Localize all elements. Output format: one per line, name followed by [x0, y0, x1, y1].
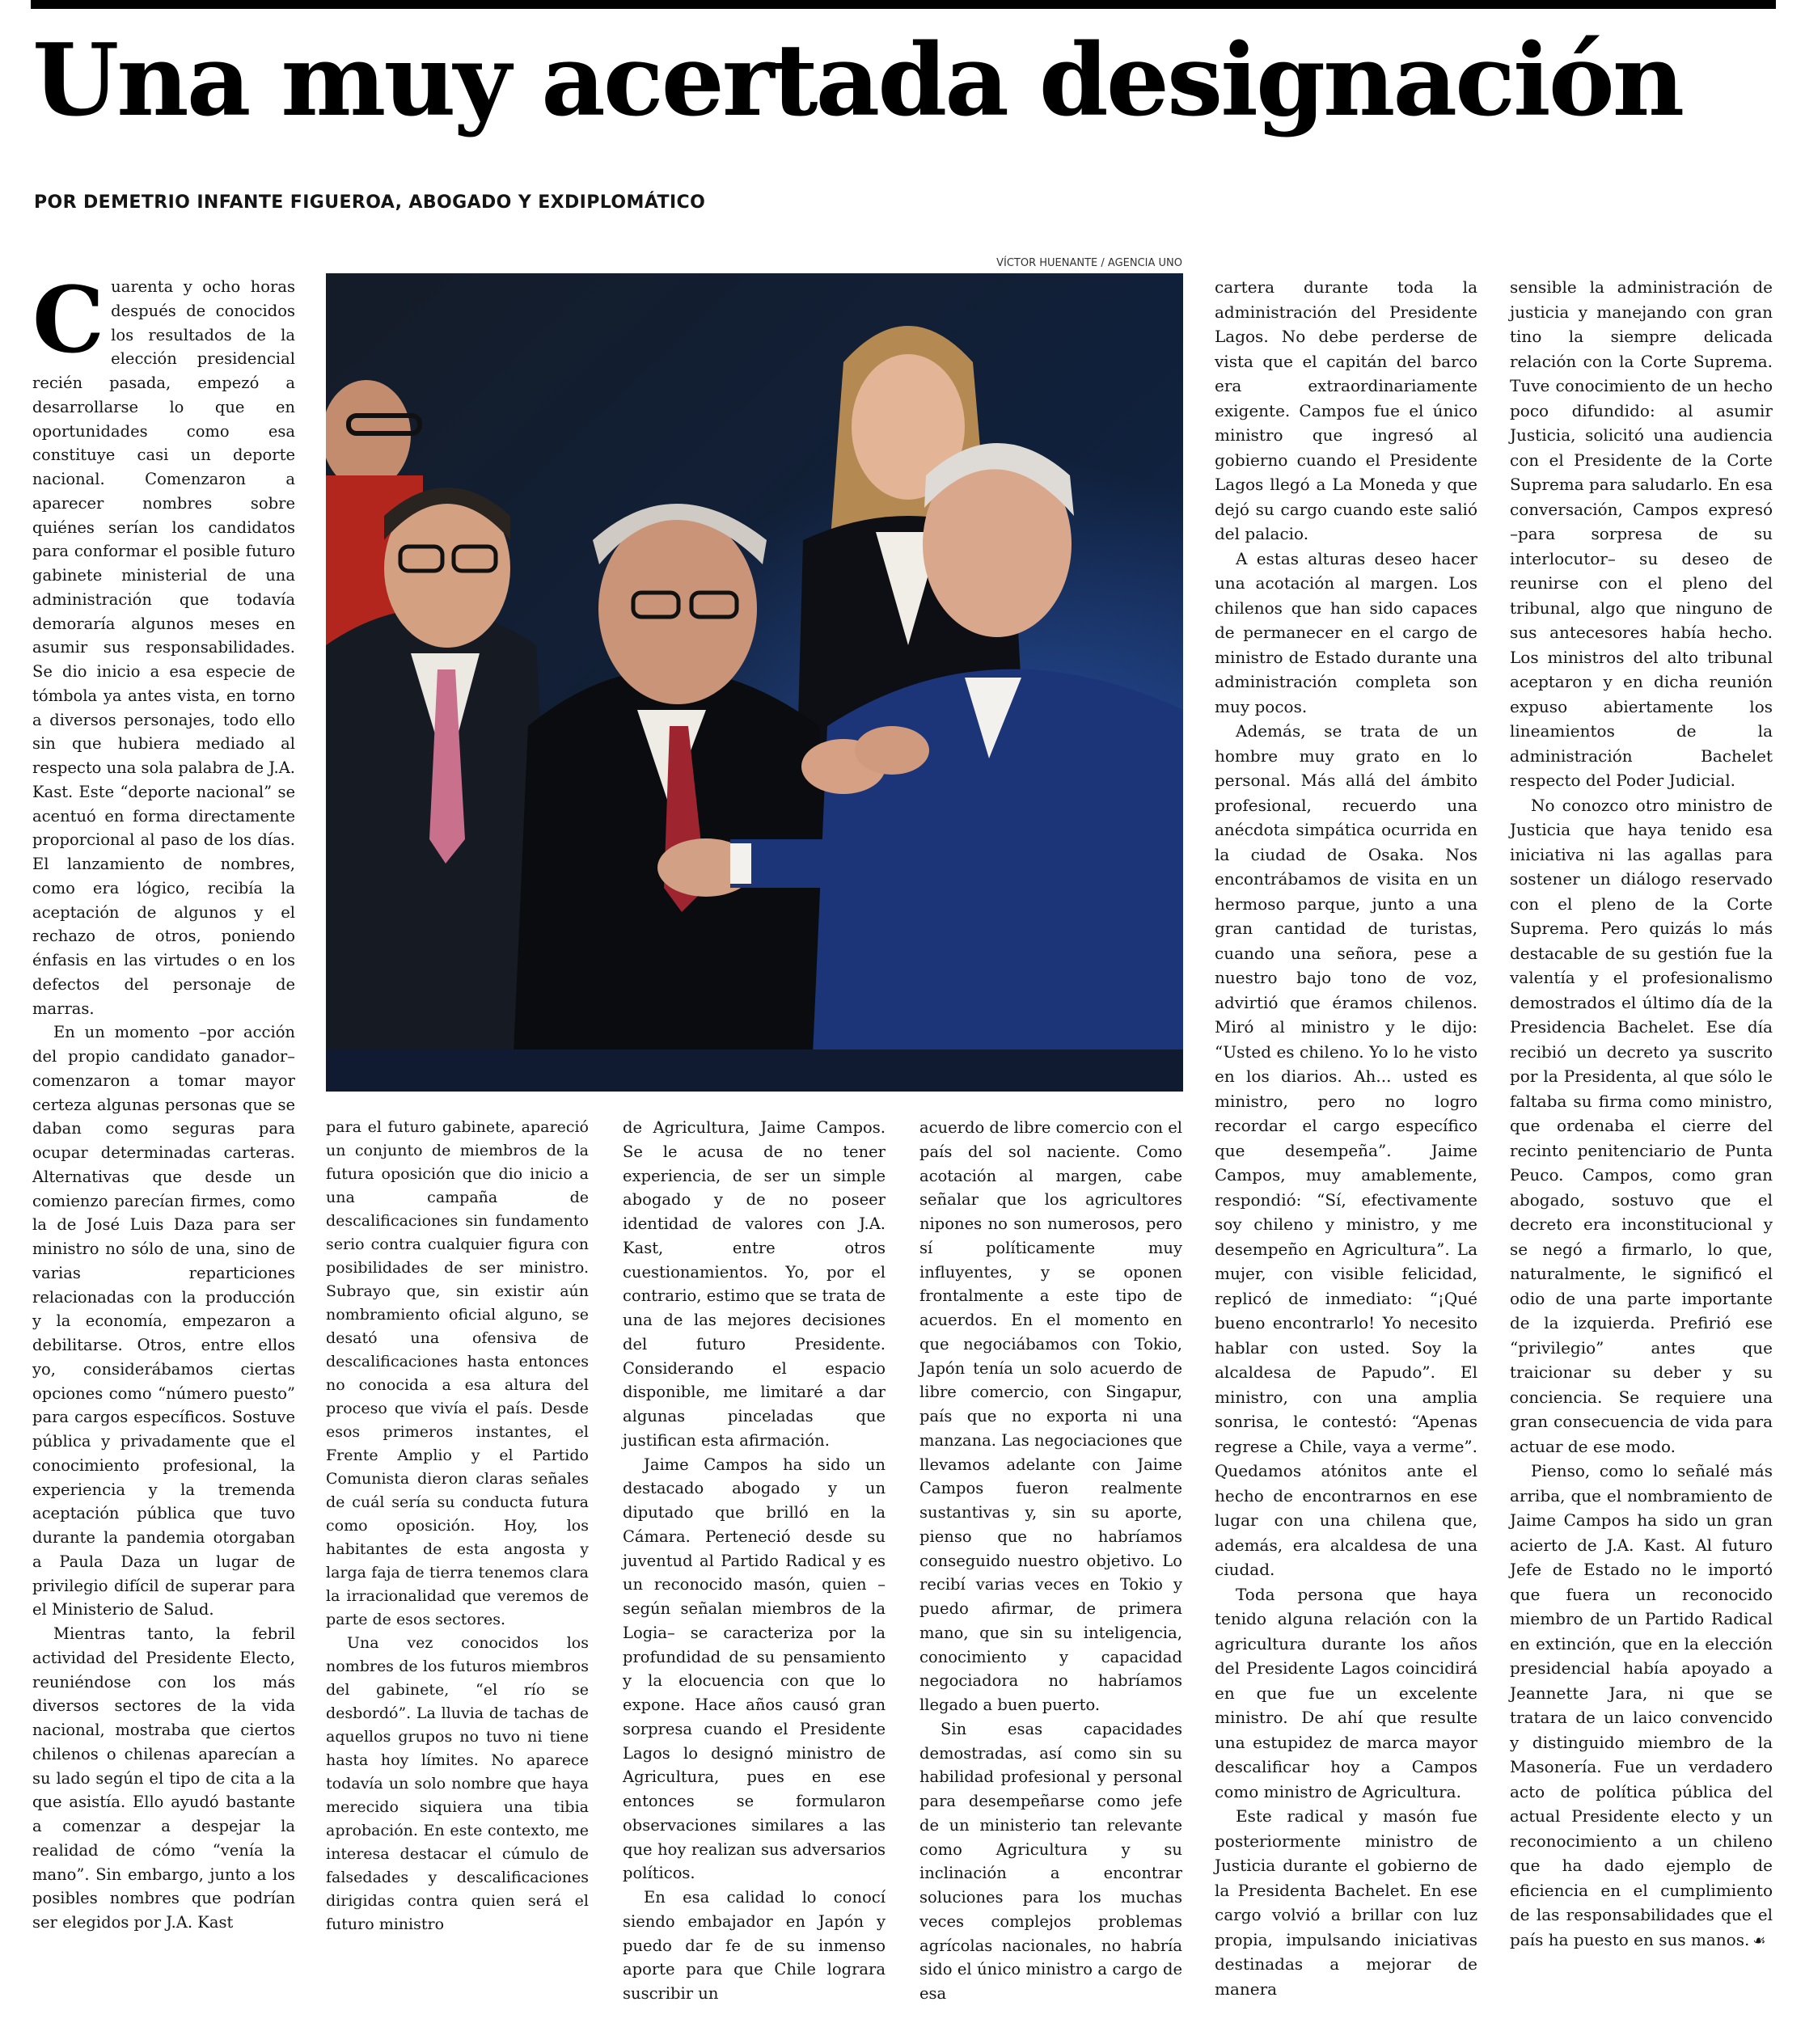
paragraph — [1510, 1459, 1773, 1953]
paragraph — [32, 268, 295, 1020]
article-photo — [326, 273, 1183, 1092]
top-rule — [31, 0, 1776, 9]
paragraph: acuerdo de libre comercio con el país del sol naciente. Como acotación al margen, cabe señalar que los agricultores nipones no son numerosos, pero sí políticamente muy influyentes, y se oponen frontalmente a este tipo de acuerdos. En el momento en que negociábamos con Tokio, Japón tenía un solo acuerdo de libre comercio, con Singapur, país que no exporta ni una manzana. Las negociaciones que llevamos adelante con Jaime Campos fueron realmente sustantivas y, sin su aporte, pienso que no habríamos conseguido nuestro objetivo. Lo recibí varias veces en Tokio y puedo afirmar, de primera mano, que sin su inteligencia, conocimiento y capacidad negociadora no habríamos llegado a buen puerto. — [919, 1118, 1182, 1714]
article-column-5 — [1215, 275, 1477, 2013]
paragraph: para el futuro gabinete, apareció un conjunto de miembros de la futura oposición que dio inicio a una campaña de descalificaciones sin fundamento serio contra cualquier figura con posibilidades de ser ministro. Subrayo que, sin existir aún nombramiento oficial alguno, se desató una ofensiva de descalificaciones hasta entonces no conocida a esa altura del proceso que vivía el país. Desde esos primeros instantes, el Frente Amplio y el Partido Comunista dieron claras señales de cuál sería su conducta futura como oposición. Hoy, los habitantes de esta angosta y larga faja de tierra tenemos clara la irracionalidad que veremos de parte de esos sectores. — [326, 1118, 589, 1628]
paragraph: cartera durante toda la administración del Presidente Lagos. No debe perderse de vista que el capitán del barco era extraordinariamente exigente. Campos fue el único ministro que ingresó al gobierno cuando el Presidente Lagos llegó a La Moneda y que dejó su cargo cuando este salió del palacio. — [1215, 277, 1477, 543]
headline: Una muy acertada designación — [32, 23, 1683, 139]
paragraph-text: Pienso, como lo señalé más arriba, que el nombramiento de Jaime Campos ha sido un gran acierto de J.A. Kast. Al futuro Jefe de Estado no le importó que fuera un reconocido miembro de un Partido Radical en extinción, que en la elección presidencial había apoyado a Jeannette Jara, ni que se tratara de un laico convencido y distinguido miembro de la Masonería. Fue un verdadero acto de política pública del actual Presidente electo y un reconocimiento a un chileno que ha dado ejemplo de eficiencia en el cumplimiento de las responsabilidades que el país ha puesto en sus manos. — [1510, 1461, 1773, 1949]
paragraph-text: uarenta y ocho horas después de conocidos los resultados de la elección presidencial recién pasada, empezó a desarrollarse lo que en oportunidades como esa constituye casi un deporte nacional. Comenzaron a aparecer nombres sobre quiénes serían los candidatos para conformar el posible futuro gabinete ministerial de una administración que todavía demoraría algunos meses en asumir sus responsabilidades. Se dio inicio a esa especie de tómbola ya antes vista, en torno a diversos personajes, todo ello sin que hubiera mediado al respecto una sola palabra de J.A. Kast. Este “deporte nacional” se acentuó en forma directamente proporcional al paso de los días. El lanzamiento de nombres, como era lógico, recibía la aceptación de algunos y el rechazo de otros, poniendo énfasis en las virtudes o en los defectos del personaje de marras. — [32, 277, 295, 1018]
article-column-4 — [919, 1116, 1182, 2021]
article-column-2 — [326, 1116, 589, 2021]
paragraph: Mientras tanto, la febril actividad del Presidente Electo, reuniéndose con los más diversos sectores de la vida nacional, mostraba que ciertos chilenos o chilenas aparecían a su lado según el tipo de cita a la que asistía. Ello ayudó bastante a comenzar a despejar la realidad de cómo “venía la mano”. Sin embargo, junto a los posibles nombres que podrían ser elegidos por J.A. Kast — [32, 1624, 295, 1932]
paragraph: Una vez conocidos los nombres de los futuros miembros del gabinete, “el río se desbordó”. La lluvia de tachas de aquellos grupos no tuvo ni tiene hasta hoy límites. No aparece todavía un solo nombre que haya merecido siquiera una tibia aprobación. En este contexto, me interesa destacar el cúmulo de falsedades y descalificaciones dirigidas contra quien será el futuro ministro — [326, 1634, 589, 1933]
paragraph: Este radical y masón fue posteriormente ministro de Justicia durante el gobierno de la Presidenta Bachelet. En ese cargo volvió a brillar con luz propia, impulsando iniciativas destinadas a mejorar de manera — [1215, 1806, 1477, 1999]
byline: POR DEMETRIO INFANTE FIGUEROA, ABOGADO Y EXDIPLOMÁTICO — [34, 192, 706, 213]
article-column-3 — [623, 1116, 886, 2021]
paragraph: sensible la administración de justicia y manejando con gran tino la siempre delicada relación con la Corte Suprema. Tuve conocimiento de un hecho poco difundido: al asumir Justicia, solicitó una audiencia con el Presidente de la Corte Suprema para saludarlo. En esa conversación, Campos expresó –para sorpresa de su interlocutor– su deseo de reunirse con el pleno del tribunal, algo que ninguno de sus antecesores había hecho. Los ministros del alto tribunal aceptaron y en dicha reunión expuso abiertamente los lineamientos de la administración Bachelet respecto del Poder Judicial. — [1510, 277, 1773, 790]
paragraph: A estas alturas deseo hacer una acotación al margen. Los chilenos que han sido capaces de permanecer en el cargo de ministro de Estado durante una administración completa son muy pocos. — [1215, 548, 1477, 716]
paragraph: En esa calidad lo conocí siendo embajador en Japón y puedo dar fe de su inmenso aporte para que Chile lograra suscribir un — [623, 1888, 886, 2003]
paragraph: En un momento –por acción del propio candidato ganador– comenzaron a tomar mayor certeza algunas personas que se daban como seguras para ocupar determinadas carteras. Alternativas que desde un comienzo parecían firmes, como la de José Luis Daza para ser ministro no sólo de una, sino de varias reparticiones relacionadas con la producción y la economía, empezaron a debilitarse. Otros, entre ellos yo, considerábamos ciertas opciones como “número puesto” para cargos específicos. Sostuve pública y privadamente que el conocimiento profesional, la experiencia y la tremenda aceptación pública que tuvo durante la pandemia otorgaban a Paula Daza un lugar de privilegio difícil de superar para el Ministerio de Salud. — [32, 1023, 295, 1620]
article-column-1 — [32, 268, 295, 2013]
drop-cap: C — [32, 268, 105, 374]
article-column-6 — [1510, 275, 1773, 2013]
paragraph: de Agricultura, Jaime Campos. Se le acusa de no tener experiencia, de ser un simple abogado y de no poseer identidad de valores con J.A. Kast, entre otros cuestionamientos. Yo, por el contrario, estimo que se trata de una de las mejores decisiones del futuro Presidente. Considerando el espacio disponible, me limitaré a dar algunas pinceladas que justifican esta afirmación. — [623, 1118, 886, 1450]
paragraph: Jaime Campos ha sido un destacado abogado y un diputado que brilló en la Cámara. Perteneció desde su juventud al Partido Radical y es un reconocido masón, quien –según señalan miembros de la Logia– se caracteriza por la profundidad de su pensamiento y la elocuencia con que lo expone. Hace años causó gran sorpresa cuando el Presidente Lagos lo designó ministro de Agricultura, pues en ese entonces se formularon observaciones similares a las que hoy realizan sus adversarios políticos. — [623, 1455, 886, 1883]
paragraph: Sin esas capacidades demostradas, así como sin su habilidad profesional y personal para desempeñarse como jefe de un ministerio tan relevante como Agricultura y su inclinación a encontrar soluciones para los muchas veces complejos problemas agrícolas nacionales, no habría sido el único ministro a cargo de esa — [919, 1719, 1182, 2003]
end-of-article-icon: ☙ — [1752, 1932, 1766, 1949]
paragraph: Toda persona que haya tenido alguna relación con la agricultura durante los años del Presidente Lagos coincidirá en que fue un excelente ministro. De ahí que resulte una estupidez de marca mayor descalificar hoy a Campos como ministro de Agricultura. — [1215, 1584, 1477, 1801]
photo-illustration — [326, 273, 1183, 1092]
paragraph: Además, se trata de un hombre muy grato en lo personal. Más allá del ámbito profesional, recuerdo una anécdota simpática ocurrida en la ciudad de Osaka. Nos encontrábamos de visita en un hermoso parque, junto a una gran cantidad de turistas, cuando una señora, pese a nuestro bajo tono de voz, advirtió que éramos chilenos. Miró al ministro y le dijo: “Usted es chileno. Yo lo he visto en los diarios. Ah... usted es ministro, pero no logro recordar el cargo específico que desempeña”. Jaime Campos, muy amablemente, respondió: “Sí, efectivamente soy chileno y ministro, y me desempeño en Agricultura”. La mujer, con visible felicidad, replicó de inmediato: “¡Qué bueno encontrarlo! Yo necesito hablar con usted. Soy la alcaldesa de Papudo”. El ministro, con una amplia sonrisa, le contestó: “Apenas regrese a Chile, vaya a verme”. Quedamos atónitos ante el hecho de encontrarnos en ese lugar con una chilena que, además, era alcaldesa de una ciudad. — [1215, 721, 1477, 1579]
photo-credit: VÍCTOR HUENANTE / AGENCIA UNO — [996, 257, 1182, 269]
paragraph: No conozco otro ministro de Justicia que haya tenido esa iniciativa ni las agallas para sostener un diálogo reservado con el pleno de la Corte Suprema. Pero quizás lo más destacable de su gestión fue la valentía y el profesionalismo demostrados el último día de la Presidencia Bachelet. Ese día recibió un decreto ya suscrito por la Presidenta, al que sólo le faltaba su firma como ministro, que ordenaba el cierre del recinto penitenciario de Punta Peuco. Campos, como gran abogado, sostuvo que el decreto era inconstitucional y se negó a firmarlo, lo que, naturalmente, le significó el odio de una parte importante de la izquierda. Prefirió ese “privilegio” antes que traicionar su deber y su conciencia. Se requiere una gran consecuencia de vida para actuar de ese modo. — [1510, 795, 1773, 1456]
